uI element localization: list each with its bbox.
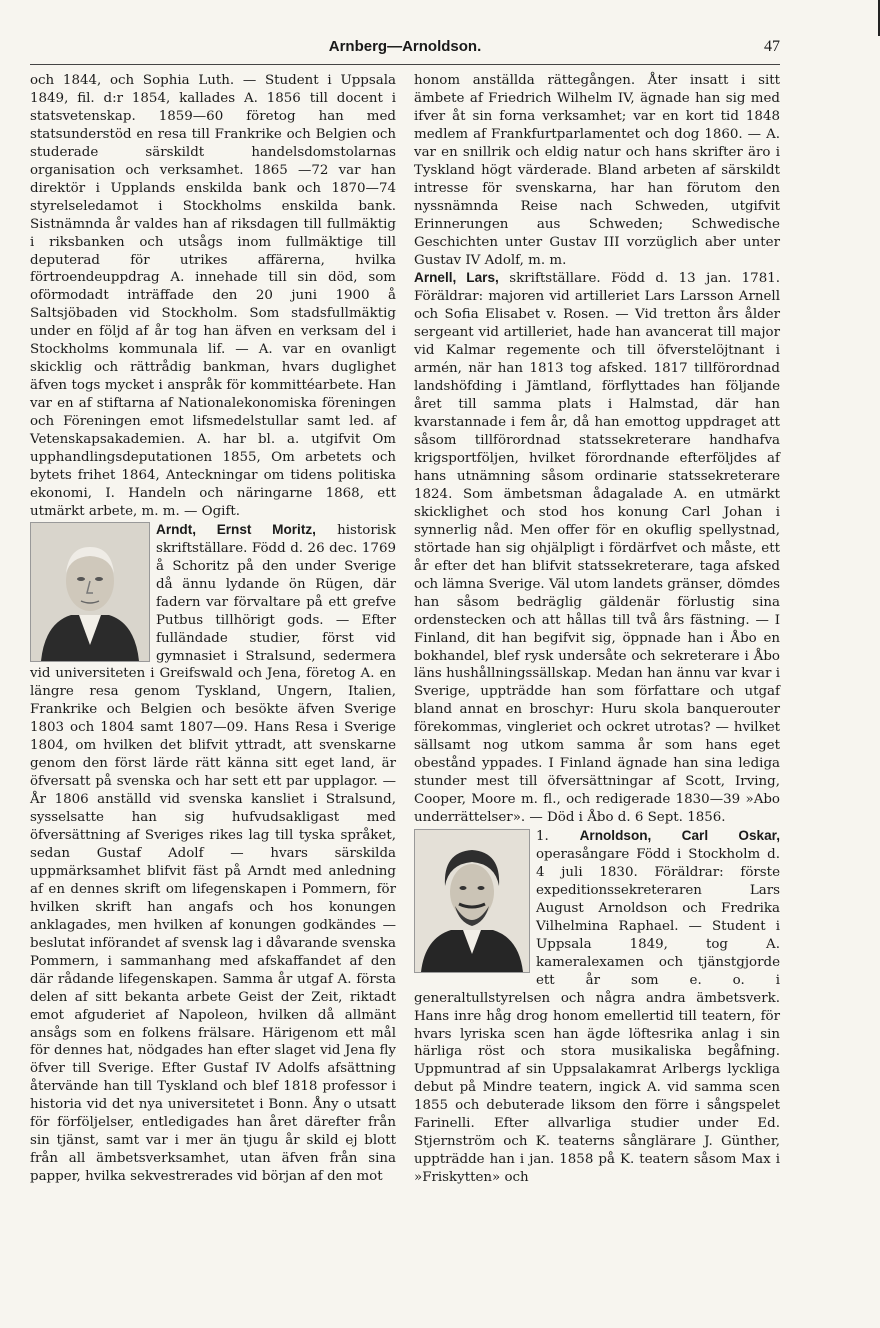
arndt-entry xyxy=(30,521,396,1186)
arnoldson-entry xyxy=(414,827,780,1187)
right-column xyxy=(414,72,780,1187)
arndt-entry-continuation: honom anställda rättegången. Åter insatt i sitt ämbete af Friedrich Wilhelm IV, ägnade han sig med ifver åt sin forna verksamhet; var en kort tid 1848 medlem af Frankfurtparlamentet och dog 1860. — A. var en snillrik och eldig natur och hans skrifter äro i Tyskland högt värderade. Bland arbeten af särskildt intresse för svenskarna, har han förutom den nyssnämnda Reise nach Schweden, utgifvit Erinnerungen aus Schweden; Schwedische Geschichten unter Gustav III vorzüglich aber unter Gustav IV Adolf, m. m. xyxy=(414,73,780,268)
arnell-text: skriftställare. Född d. 13 jan. 1781. Föräldrar: majoren vid artilleriet Lars Larsson Arnell och Sofia Elisabet v. Rosen. — Vid tretton års ålder sergeant vid artilleriet, hade han avancerat till major vid Kalmar regemente och till öfverstelöjtnant i armén, när han 1813 tog afsked. 1817 tillförordnad landshöfding i Jämtland, förflyttades han följande året till samma plats i Halmstad, där han kvarstannade i fem år, då han emottog uppdraget att såsom tillförordnad statssekreterare handhafva krigsportföljen, hvilket förordnande efterföljdes af hans utnämning såsom ordinarie statssekreterare 1824. Som ämbetsman ådagalade A. en utmärkt skicklighet och stod hos konung Carl Johan i synnerlig nåd. Men offer för en okuflig spellystnad, störtade han sig ohjälpligt i fördärfvet och måste, ett år efter det han blifvit statssekreterare, taga afsked och lämna Sverige. Väl utom landets gränser, dömdes han såsom bedräglig gäldenär förlustig sina ordenstecken och att hållas till två års fästning. — I Finland, dit han begifvit sig, öppnade han i Åbo en bokhandel, blef rysk undersåte och sekreterare i Åbo läns hushållningssällskap. Medan han ännu var kvar i Sverige, uppträdde han som författare och utgaf bland annat en broschyr: Huru skola banquerouter förekommas, vingleriet och ockret utrotas? — hvilket sällsamt nog utkom samma år som hans eget obestånd yppades. I Finland ägnade han sina lediga stunder mest till öfversättningar af Scott, Irving, Cooper, Moore m. fl., och redigerade 1830—39 »Abo underrättelser». — Död i Åbo d. 6 Sept. 1856. xyxy=(414,271,781,826)
arndt-portrait xyxy=(30,522,150,662)
arnberg-entry-continuation: och 1844, och Sophia Luth. — Student i Uppsala 1849, fil. d:r 1854, kallades A. 1856 till docent i statsvetenskap. 1859—60 företog han med statsunderstöd en resa till Frankrike och Belgien och studerade särskildt handelsdomstolarnas organisation och verksamhet. 1865 —72 var han direktör i Upplands enskilda bank och 1870—74 styrelseledamot i Stockholms enskilda bank. Sistnämnda år valdes han af riksdagen till fullmäktig i riksbanken och utsågs inom fullmäktige till deputerad för utrikes affärerna, hvilka förtroendeuppdrag A. innehade till sin död, som oförmodadt inträffade den 20 juni 1900 å Saltsjöbaden vid Stockholm. Som stadsfullmäktig under en följd af år tog han äfven en verksam del i Stockholms kommunala lif. — A. var en ovanligt skicklig och rättrådig bankman, hvars duglighet äfven togs mycket i anspråk för kommittéarbete. Han var en af stiftarna af Nationalekonomiska föreningen och Föreningen emot lifsmedelstullar samt led. af Vetenskapsakademien. A. har bl. a. utgifvit Om upphandlingsdeputationen 1855, Om arbetets och bytets frihet 1864, Anteckningar om tidens politiska ekonomi, I. Handeln och näringarne 1868, ett utmärkt arbete, m. m. — Ogift. xyxy=(30,73,396,519)
arndt-headword: Arndt, Ernst Moritz, xyxy=(156,521,316,537)
page-title: Arnberg—Arnoldson. xyxy=(328,38,482,55)
running-header xyxy=(30,38,780,62)
arnell-headword: Arnell, Lars, xyxy=(414,270,499,286)
page-number: 47 xyxy=(764,38,780,55)
header-rule xyxy=(30,64,780,65)
arnell-entry xyxy=(414,269,780,827)
arnoldson-text: operasångare Född i Stockholm d. 4 juli 1830. Föräldrar: förste expeditionssekreteraren Lars August Arnoldson och Fredrika Vilhelmina Raphael. — Student i Uppsala 1849, tog A. kameralexamen och tjänstgjorde ett år som e. o. i generaltullstyrelsen och några andra ämbetsverk. Hans inre håg drog honom emellertid till teatern, för hvars lyriska scen han ägde löftesrika anlag i sin härliga röst och stora musikaliska begåfning. Uppmuntrad af sin Uppsalakamrat Arlbergs lyckliga debut på Mindre teatern, ingick A. vid samma scen 1855 och debuterade liksom den förre i sångspelet Farinelli. Efter allvarliga studier under Ed. Stjernström och K. teaterns sånglärare J. Günther, uppträdde han i jan. 1858 på K. teatern såsom Max i »Friskytten» och xyxy=(414,846,780,1186)
arndt-text: historisk skriftställare. Född d. 26 dec. 1769 å Schoritz på den under Sverige då ännu lydande ön Rügen, där fadern var förvaltare på ett grefve Putbus tillhörigt gods. — Efter fulländade studier, först vid gymnasiet i Stralsund, sedermera vid universiteten i Greifswald och Jena, företog A. en längre resa genom Tyskland, Ungern, Italien, Frankrike och Belgien och besökte äfven Sverige 1803 och 1804 samt 1807—09. Hans Resa i Sverige 1804, om hvilken det blifvit yttradt, att svenskarne genom den först lärde rätt känna sitt eget land, är öfversatt på svenska och har sett ett par upplagor. — År 1806 anställd vid svenska kansliet i Stralsund, sysselsatte han sig hufvudsakligast med öfversättning af Sveriges rikes lag till tyska språket, sedan Gustaf Adolf — hvars särskilda uppmärksamhet blifvit fäst på Arndt med anledning af en dennes skrift om lifegenskapen i Pommern, för hvilken skrift han angafs och hos konungen anklagades, men hvilken af konungen godkändes — beslutat införandet af svensk lag i dåvarande svenska Pommern, i sammanhang med afskaffandet af den där rådande lifegenskapen. Samma år utgaf A. första delen af sitt bekanta arbete Geist der Zeit, riktadt emot afguderiet af Napoleon, hvilken då allmänt ansågs som en folkens frälsare. Härigenom ett mål för dennes hat, nödgades han efter slaget vid Jena fly öfver till Sverige. Efter Gustaf IV Adolfs afsättning återvände han till Tyskland och blef 1818 professor i historia vid det nya universitetet i Bonn. Åny o utsatt för förföljelser, entledigades han året därefter från sin tjänst, samt var i mer än tjugu år skild ej blott från all ämbetsverksamhet, utan äfven från sina papper, hvilka sekvestrerades vid början af den mot xyxy=(30,522,396,1185)
left-column xyxy=(30,72,396,1186)
arnoldson-prefix: 1. xyxy=(536,829,549,845)
arnoldson-headword: Arnoldson, Carl Oskar, xyxy=(579,828,780,844)
arnoldson-portrait xyxy=(414,829,530,973)
